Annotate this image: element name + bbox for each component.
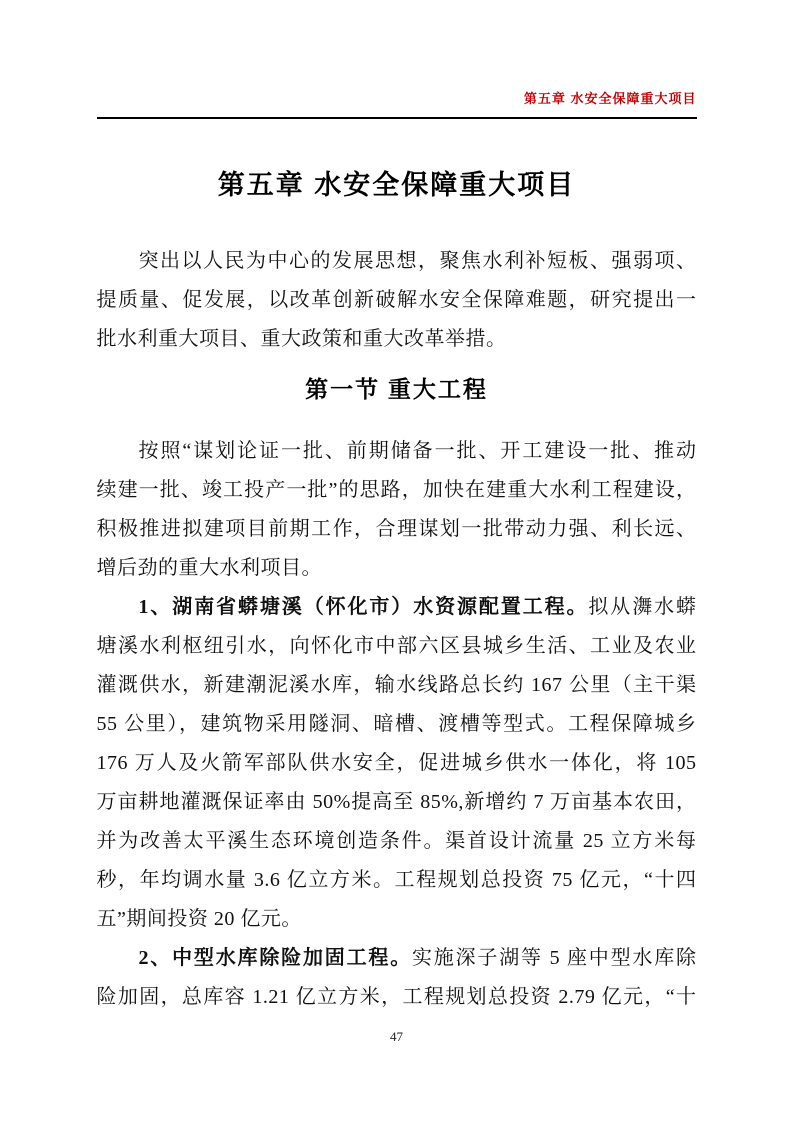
text-line: 灌溉供水，新建潮泥溪水库，输水线路总长约 167 公里（主干渠 [96, 674, 697, 696]
paragraph-3 [97, 588, 697, 939]
text-line: 提质量、促发展，以改革创新破解水安全保障难题，研究提出一 [96, 289, 697, 311]
item-lead-bold: 1、湖南省蟒塘溪（怀化市）水资源配置工程。 [138, 596, 589, 618]
page-content [97, 0, 697, 1045]
item-lead-bold: 2、中型水库除险加固工程。 [138, 947, 412, 969]
text-line: 万亩耕地灌溉保证率由 50%提高至 85%,新增约 7 万亩基本农田， [96, 791, 697, 813]
text-line: 176 万人及火箭军部队供水安全，促进城乡供水一体化，将 105 [96, 752, 697, 774]
text-line: 险加固，总库容 1.21 亿立方米，工程规划总投资 2.79 亿元，“十 [96, 986, 697, 1008]
text-line: 积极推进拟建项目前期工作，合理谋划一批带动力强、利长远、 [96, 518, 697, 540]
paragraph-2 [97, 432, 697, 588]
chapter-title: 第五章 水安全保障重大项目 [217, 170, 576, 200]
text-line: 秒，年均调水量 3.6 亿立方米。工程规划总投资 75 亿元，“十四 [96, 869, 697, 891]
section-heading: 第一节 重大工程 [305, 377, 488, 402]
text-line: 塘溪水利枢纽引水，向怀化市中部六区县城乡生活、工业及农业 [96, 635, 697, 657]
text-line [97, 588, 697, 627]
text-line: 续建一批、竣工投产一批”的思路，加快在建重大水利工程建设， [96, 479, 697, 501]
text-line: 55 公里），建筑物采用隧洞、暗槽、渡槽等型式。工程保障城乡 [96, 713, 697, 735]
text-line: 五”期间投资 20 亿元。 [96, 908, 302, 930]
text-line: 增后劲的重大水利项目。 [96, 557, 322, 579]
paragraph-1 [97, 242, 697, 359]
text-line: 批水利重大项目、重大政策和重大改革举措。 [96, 328, 507, 350]
text-line: 并为改善太平溪生态环境创造条件。渠首设计流量 25 立方米每 [96, 830, 697, 852]
page-number: 47 [390, 1029, 403, 1044]
running-header: 第五章 水安全保障重大项目 [523, 91, 697, 106]
text-line: 按照“谋划论证一批、前期储备一批、开工建设一批、推动 [138, 440, 697, 462]
header-rule-divider [97, 117, 697, 119]
item-lead-rest: 拟从㵲水蟒 [588, 596, 697, 618]
item-lead-rest: 实施深子湖等 5 座中型水库除 [412, 947, 697, 969]
paragraph-4 [97, 939, 697, 1017]
text-line: 突出以人民为中心的发展思想，聚焦水利补短板、强弱项、 [138, 250, 697, 272]
text-line [97, 939, 697, 978]
